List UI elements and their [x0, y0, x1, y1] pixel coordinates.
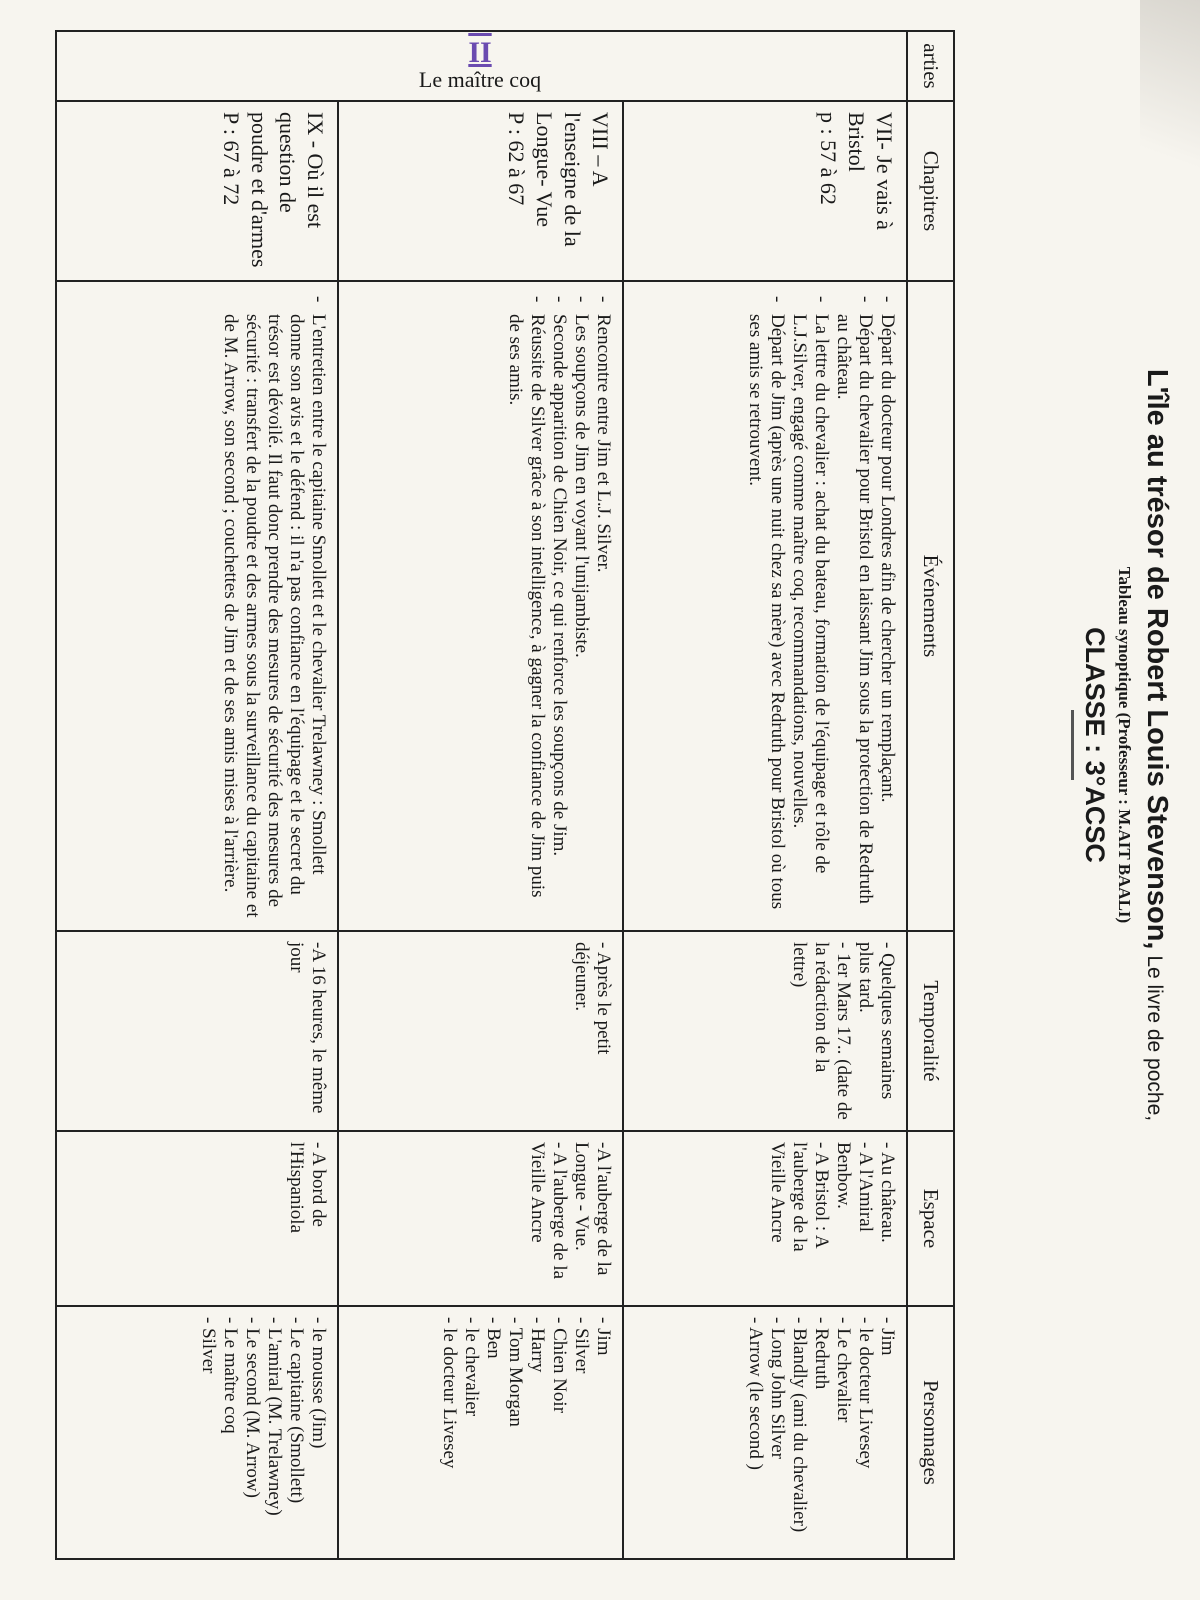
- book-edition: Le livre de poche,: [1143, 949, 1166, 1122]
- header-evenements: Événements: [908, 282, 953, 932]
- time-list: [570, 942, 614, 1120]
- events-cell: [624, 282, 906, 932]
- table-row: [337, 102, 621, 1558]
- time-list: [788, 942, 898, 1120]
- table-row: [55, 102, 337, 1558]
- part-cell: [55, 32, 906, 102]
- list-item: - Silver: [198, 1317, 220, 1374]
- list-item: - Arrow (le second ): [745, 1317, 766, 1471]
- table-header-row: [906, 32, 953, 1558]
- list-item: - Réussite de Silver grâce à son intelligence, à gagner la confiance de Jim puis de ses amis.: [504, 314, 548, 920]
- list-item: - Jim: [592, 1317, 614, 1356]
- list-item: - L'amiral (M. Trelawney): [264, 1317, 286, 1516]
- synoptic-table: [55, 30, 955, 1560]
- list-item: - Harry: [526, 1317, 548, 1373]
- list-item: - Les soupçons de Jim en voyant l'unijambiste.: [570, 314, 592, 920]
- events-list: [744, 292, 898, 920]
- chapter-rows: [55, 102, 906, 1558]
- list-item: - Départ de Jim (après une nuit chez sa mère) avec Redruth pour Bristol où tous ses amis se retrouvent.: [744, 314, 788, 920]
- chapter-title: VIII – A l'enseigne de la Longue- Vue: [531, 112, 613, 247]
- list-item: - Au château.: [877, 1142, 898, 1243]
- list-item: - Le second (M. Arrow): [242, 1317, 264, 1498]
- class-label: CLASSE : 3°ACSC: [1080, 627, 1110, 863]
- list-item: - Après le petit déjeuner.: [570, 942, 614, 1055]
- list-item: - A bord de l'Hispaniola: [286, 1142, 330, 1234]
- characters-cell: [624, 1307, 906, 1558]
- list-item: - le mousse (Jim): [308, 1317, 330, 1449]
- chapter-pages: P : 62 à 67: [503, 112, 529, 206]
- list-item: - A l'Amiral Benbow.: [833, 1142, 876, 1232]
- events-cell: [55, 282, 337, 932]
- list-item: - Départ du docteur pour Londres afin de chercher un remplaçant.: [876, 314, 898, 920]
- characters-list: [438, 1317, 614, 1548]
- events-cell: [339, 282, 621, 932]
- list-item: - le docteur Livesey: [438, 1317, 460, 1469]
- list-item: - Redruth: [811, 1317, 832, 1390]
- document-subtitle: Tableau synoptique (Professeur : M.AIT BAALI): [1115, 566, 1134, 924]
- time-cell: [55, 932, 337, 1132]
- title-underline: [1071, 710, 1074, 780]
- characters-cell: [55, 1307, 337, 1558]
- document-title: [1136, 365, 1175, 1125]
- list-item: - Long John Silver: [767, 1317, 788, 1459]
- list-item: - 1er Mars 17.. (date de la rédaction de la lettre): [789, 942, 854, 1120]
- time-list: [285, 942, 329, 1120]
- time-cell: [624, 932, 906, 1132]
- space-list: [526, 1142, 614, 1295]
- chapter-cell: [339, 102, 621, 282]
- part-label: [55, 31, 906, 101]
- part-title: Le maître coq: [419, 67, 542, 92]
- time-cell: [339, 932, 621, 1132]
- list-item: -A 16 heures, le même jour: [286, 942, 330, 1114]
- list-item: - Rencontre entre Jim et L.J. Silver.: [592, 314, 614, 920]
- list-item: -A l'auberge de la Longue - Vue.: [570, 1142, 614, 1276]
- chapter-pages: P : 67 à 72: [219, 112, 245, 206]
- list-item: - A Bristol : A l'auberge de la Vieille Ancre: [767, 1142, 832, 1252]
- header-parties: arties: [908, 32, 953, 102]
- list-item: - Silver: [570, 1317, 592, 1374]
- chapter-cell: [624, 102, 906, 282]
- list-item: - Le maître coq: [220, 1317, 242, 1434]
- list-item: - Le chevalier: [833, 1317, 854, 1423]
- list-item: - le chevalier: [460, 1317, 482, 1417]
- list-item: - L'entretien entre le capitaine Smollett et le chevalier Trelawney : Smollett donne son avis et le défend : il n'a pas confiance en l'équipage et le secret du trésor est dévoilé. Il faut donc prendre des mesures de sécurité des mesures de sécurité : transfert de la poudre et des armes sous la surveillance du capitaine et de M. Arrow, son second ; couchettes de Jim et de ses amis mises à l'arrière.: [219, 314, 329, 920]
- list-item: - Le capitaine (Smollett): [286, 1317, 308, 1504]
- header-personnages: Personnages: [919, 1380, 943, 1485]
- space-list: [285, 1142, 329, 1295]
- title-text: L'île au trésor de Robert Louis Stevenson,: [1141, 368, 1173, 950]
- list-item: - A l'auberge de la Vieille Ancre: [526, 1142, 570, 1280]
- list-item: - Départ du chevalier pour Bristol en laissant Jim sous la protection de Redruth au château.: [832, 314, 876, 920]
- space-cell: [55, 1132, 337, 1307]
- events-list: [504, 292, 614, 920]
- list-item: - Quelques semaines plus tard.: [855, 942, 898, 1100]
- characters-list: [744, 1317, 898, 1548]
- chapter-cell: [55, 102, 337, 282]
- chapter-title: VII- Je vais à Bristol: [844, 112, 897, 230]
- characters-list: [197, 1317, 329, 1548]
- scan-edge-shadow: [1140, 0, 1200, 220]
- characters-cell: [339, 1307, 621, 1558]
- table-body: [55, 32, 906, 1558]
- events-list: [219, 292, 329, 920]
- space-list: [766, 1142, 898, 1295]
- list-item: - Ben: [482, 1317, 504, 1359]
- list-item: - La lettre du chevalier : achat du bateau, formation de l'équipage et rôle de L.J.Silver, engagé comme maître coq, recommandations, nouvelles.: [788, 314, 832, 920]
- space-cell: [339, 1132, 621, 1307]
- header-temporalite: Temporalité: [908, 932, 953, 1132]
- list-item: - Jim: [877, 1317, 898, 1356]
- header-espace: Espace: [908, 1132, 953, 1307]
- document-header: [1025, 365, 1175, 1125]
- space-cell: [624, 1132, 906, 1307]
- part-number: II: [468, 36, 493, 69]
- list-item: - Blandly (ami du chevalier): [789, 1317, 810, 1533]
- table-row: [622, 102, 906, 1558]
- list-item: - Seconde apparition de Chien Noir, ce qui renforce les soupçons de Jim.: [548, 314, 570, 920]
- chapter-title: IX - Où il est question de poudre et d'armes: [247, 112, 329, 268]
- list-item: - le docteur Livesey: [855, 1317, 876, 1469]
- list-item: - Chien Noir: [548, 1317, 570, 1414]
- header-chapitres: Chapitres: [908, 102, 953, 282]
- chapter-pages: p : 57 à 62: [816, 112, 841, 205]
- list-item: - Tom Morgan: [504, 1317, 526, 1427]
